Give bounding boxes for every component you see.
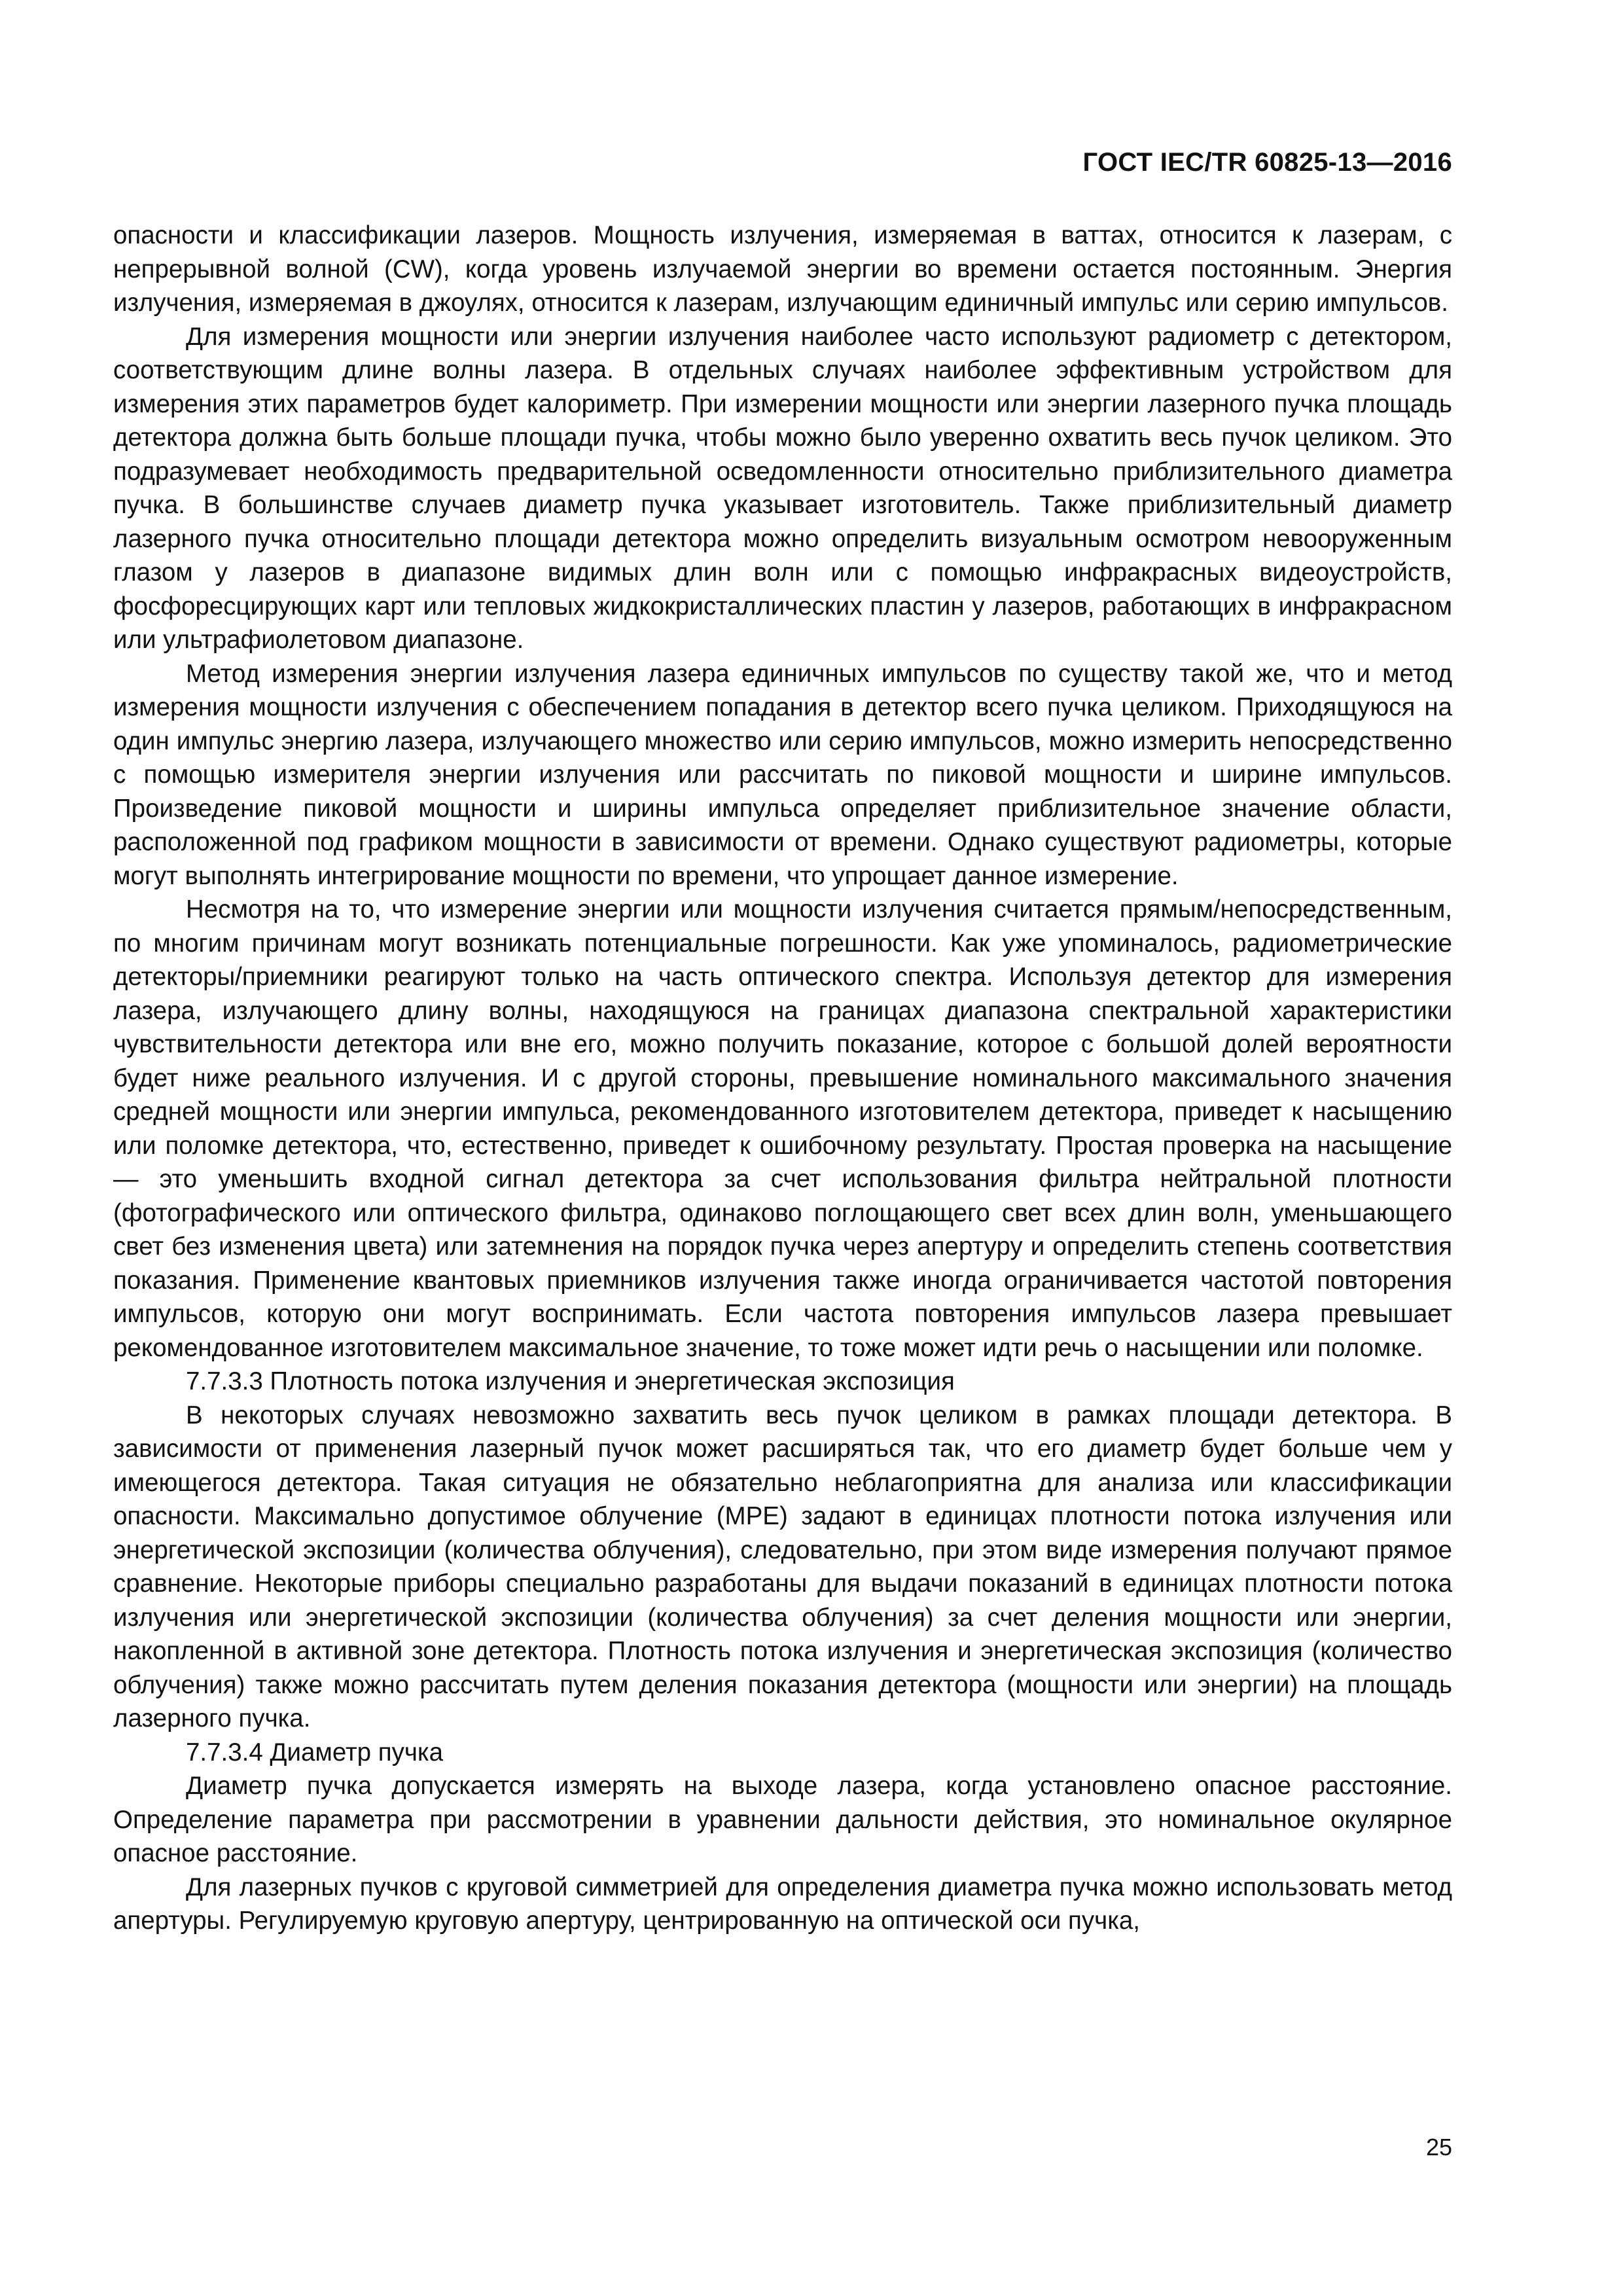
paragraph-measurement-errors: Несмотря на то, что измерение энергии или мощности излучения считается прямым/непосредственным, по многим причинам могут возникать потенциальные погрешности. Как уже упоминалось, радиометрические детекторы/приемники реагируют только на часть оптического спектра. Используя детектор для измерения лазера, излучающего длину волны, находящуюся на границах диапазона спектральной характеристики чувствительности детектора или вне его, можно получить показание, которое с большой долей вероятности будет ниже реального излучения. И с другой стороны, превышение номинального максимального значения средней мощности или энергии импульса, рекомендованного изготовителем детектора, приведет к насыщению или поломке детектора, что, естественно, приведет к ошибочному результату. Простая проверка на насыщение — это уменьшить входной сигнал детектора за счет использования фильтра нейтральной плотности (фотографического или оптического фильтра, одинаково поглощающего свет всех длин волн, уменьшающего свет без изменения цвета) или затемнения на порядок пучка через апертуру и определить степень соответствия показания. Применение квантовых приемников излучения также иногда ограничивается частотой повторения импульсов, которую они могут воспринимать. Если частота повторения импульсов лазера превышает рекомендованное изготовителем максимальное значение, то тоже может идти речь о насыщении или поломке. — [113, 895, 1452, 1362]
document-body — [113, 219, 1452, 1938]
paragraph-beam-diameter: Диаметр пучка допускается измерять на выходе лазера, когда установлено опасное расстояние. Определение параметра при рассмотрении в уравнении дальности действия, это номинальное окулярное опасное расстояние. — [113, 1772, 1452, 1867]
paragraph-irradiance-exposure: В некоторых случаях невозможно захватить весь пучок целиком в рамках площади детектора. В зависимости от применения лазерный пучок может расширяться так, что его диаметр будет больше чем у имеющегося детектора. Такая ситуация не обязательно неблагоприятна для анализа или классификации опасности. Максимально допустимое облучение (MPE) задают в единицах плотности потока излучения или энергетической экспозиции (количества облучения), следовательно, при этом виде измерения получают прямое сравнение. Некоторые приборы специально разработаны для выдачи показаний в единицах плотности потока излучения или энергетической экспозиции (количества облучения) за счет деления мощности или энергии, накопленной в активной зоне детектора. Плотность потока излучения и энергетическая экспозиция (количество облучения) также можно рассчитать путем деления показания детектора (мощности или энергии) на площадь лазерного пучка. — [113, 1401, 1452, 1732]
paragraph-pulse-energy-method: Метод измерения энергии излучения лазера единичных импульсов по существу такой же, что и метод измерения мощности излучения с обеспечением попадания в детектор всего пучка целиком. Приходящуюся на один импульс энергию лазера, излучающего множество или серию импульсов, можно измерить непосредственно с помощью измерителя энергии излучения или рассчитать по пиковой мощности и ширине импульсов. Произведение пиковой мощности и ширины импульса определяет приблизительное значение области, расположенной под графиком мощности в зависимости от времени. Однако существуют радиометры, которые могут выполнять интегрирование мощности по времени, что упрощает данное измерение. — [113, 659, 1452, 890]
paragraph-continuation: опасности и классификации лазеров. Мощность излучения, измеряемая в ваттах, относится к лазерам, с непрерывной волной (CW), когда уровень излучаемой энергии во времени остается постоянным. Энергия излучения, измеряемая в джоулях, относится к лазерам, излучающим единичный импульс или серию импульсов. — [113, 221, 1452, 317]
document-header: ГОСТ IEC/TR 60825-13—2016 — [1082, 148, 1452, 177]
paragraph-aperture-method: Для лазерных пучков с круговой симметрией для определения диаметра пучка можно использовать метод апертуры. Регулируемую круговую апертуру, центрированную на оптической оси пучка, — [113, 1873, 1452, 1935]
section-heading-7-7-3-3: 7.7.3.3 Плотность потока излучения и энергетическая экспозиция — [186, 1367, 955, 1395]
paragraph-power-energy-measurement: Для измерения мощности или энергии излучения наиболее часто используют радиометр с детектором, соответствующим длине волны лазера. В отдельных случаях наиболее эффективным устройством для измерения этих параметров будет калориметр. При измерении мощности или энергии лазерного пучка площадь детектора должна быть больше площади пучка, чтобы можно было уверенно охватить весь пучок целиком. Это подразумевает необходимость предварительной осведомленности относительно приблизительного диаметра пучка. В большинстве случаев диаметр пучка указывает изготовитель. Также приблизительный диаметр лазерного пучка относительно площади детектора можно определить визуальным осмотром невооруженным глазом у лазеров в диапазоне видимых длин волн или с помощью инфракрасных видеоустройств, фосфоресцирующих карт или тепловых жидкокристаллических пластин у лазеров, работающих в инфракрасном или ультрафиолетовом диапазоне. — [113, 322, 1452, 654]
section-heading-7-7-3-4: 7.7.3.4 Диаметр пучка — [186, 1738, 444, 1767]
page-number: 25 — [1425, 2134, 1452, 2161]
